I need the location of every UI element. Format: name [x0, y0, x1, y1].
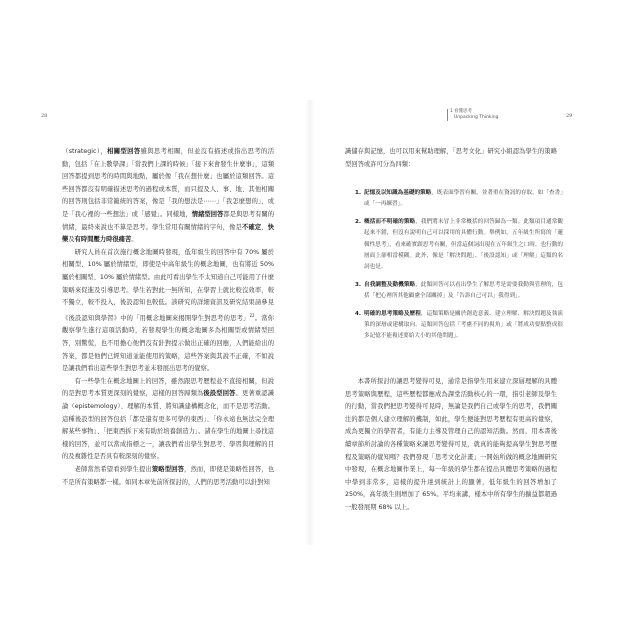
- list-item-text: ，這類策略是關於創造意義、建立理解、解決問題及執演策的深層或建構取向。這類回答包括「考慮不同的視角」或「將成功要點整成很多記憶不能複述要給大小的其他問題」。: [364, 310, 563, 340]
- list-item-body: [364, 309, 563, 343]
- text-run: 、: [261, 223, 268, 231]
- right-page-number: 29: [566, 113, 573, 119]
- bold-term: 後設型回答: [203, 390, 236, 398]
- list-item-heading: 概括而不明確的策略: [364, 218, 416, 225]
- list-item-number: 4.: [355, 310, 362, 317]
- list-item-number: 3.: [355, 281, 362, 288]
- list-item-number: 1.: [355, 190, 362, 196]
- list-item-body: [364, 188, 563, 211]
- list-item: [355, 280, 563, 303]
- running-head-rule: [447, 109, 448, 121]
- left-page-number: 28: [41, 113, 48, 119]
- list-item-number: 2.: [355, 218, 362, 225]
- text-run: 雖與思考相關，但並沒有描述或指出思考的活動，包括「在上數學課」「當我們上課的時候」「接下來會發生什麼事」，這類回答都提到思考的時間與地點，屬於像「我在想什麼」也屬於這類回答。這些回答都沒有明確描述思考的過程或本質，而只提及人、事、地、其他相關的回答則包括非常籠統的答案，像是「我的想法是⋯⋯」「我怎麼想的」，或是「我心裡的一些想法」或「感覺」。同樣地，: [62, 148, 275, 218]
- list-item: [355, 188, 563, 211]
- list-item-body: [364, 280, 563, 303]
- bold-term: 相關型回答: [107, 148, 141, 155]
- list-item: [355, 217, 563, 274]
- text-run: 研究人員在首次施行概念地圖時發現，低年級生的回答中有 70% 屬於相關型、10% 屬於情緒型，即使是中高年級生的概念地圖，也有將近 50% 屬於相關型、10% 屬於情緒型。由此可看出學生不太知道自己可能用了什麼策略來促進及引導思考。學生若對此一無所知，在學習上就比較沒效率，較不獨立，較不投入，後設認知也較低。該研究的詳細資訊及研究結果請參見《後設認知與學習》中的「用概念地圖來揭開學生對思考的思考」: [62, 248, 274, 322]
- body-paragraph: [62, 464, 274, 489]
- bold-term: 有時間壓力時很痛苦: [74, 236, 132, 244]
- body-paragraph: [62, 247, 274, 376]
- right-intro-paragraph: 識儲存與記憶，也可以用來幫助理解，「思考文化」研究小組認為學生的策略型回答或許可分為四類：: [345, 148, 557, 168]
- right-intro-text: [345, 146, 557, 171]
- running-head-subtitle: Unpacking Thinking: [454, 115, 499, 120]
- text-run: 。: [131, 236, 138, 244]
- running-head-title: 看懂思考: [454, 109, 472, 114]
- book-gutter: [305, 100, 315, 545]
- list-item-text: ，此類回答可以看出學生了解思考是需要我動與管理的，包括「把心裡所其他顧慮全部關掉」及「告訴自己可以」我得到」。: [364, 281, 563, 300]
- list-item: [355, 309, 563, 343]
- left-body-text: [62, 146, 274, 489]
- text-run: ，然而，即使是策略性回答，也不是所有策略都一樣。如同本章先前所探討的，人們的思考活動可以針對知: [62, 465, 275, 486]
- right-body-paragraph: 本書所探討的讓思考變得可見，通常是指學生用來建立深層理解的具體思考策略與歷程，這些歷程都應成為課堂活動核心的一環，指引老師及學生的行動，當我們把思考變得可見時，無論是我們自己或學生的思考，我們關注的都是個人建立理解的機制，如此，學生便能對思考歷程有更高的覺察，成為更獨立的學習者，有能力主導及管理自己的認知活動。然而，用本書後續章節所討論的各種策略來讓思考變得可見，就真的能夠提高學生對思考歷程及策略的覺知嗎？我們發現「思考文化計畫」一開始所做的概念地圖研究中發現，在概念地圖作業上，每一年級的學生都在提出具體思考策略的過程中學到非常多，這樣的提升達到統計上的顯著，低年級生的回答增加了 250%，高年級生則增加了 65%。平均來講，樣本中所有學生的擴益都超過一般發展期 68% 以上。: [345, 378, 557, 511]
- text-run: 都是與思考有關的情緒，最終來說也不算是思考。學生常用有關情緒的字句，像是: [62, 210, 275, 231]
- text-run: 。當你觀察學生進行這項活動時，若發現學生的概念地圖多為相關型或情緒型回答，別驚慌，也不用擔心他們沒有針對提示做出正確的回應，人們能給出的答案，都是他們已經知道並能使用的策略，這些答案與其說不正確，不如說是讓我們看出這些學生對思考並未發展出思考的覺察。: [62, 314, 275, 373]
- list-item-text: ，我們將未冒上非常概括的回答歸為一類。此類項目通常觀起來不錯，但沒有說明自己可以採用的具體行動。舉例如，五年級生所寫的「邏輯性思考」，看來確實跟思考有關，但當這個詞出現在五年級生之口時，也行動的層面上卻相當模糊。此外，像是「解決問題」、「後設認知」或「理解」這類的名詞也是。: [364, 218, 563, 271]
- list-item-heading: 明確的思考策略及歷程: [364, 310, 421, 317]
- text-run: 及: [68, 236, 75, 244]
- text-run: （strategic），: [62, 148, 108, 155]
- text-run: 老師當然希望看到學生提出: [74, 465, 152, 473]
- list-item-heading: 自我調整及動機策略: [364, 281, 416, 288]
- bold-term: 快樂: [62, 223, 275, 244]
- footnote-marker: 22: [249, 312, 255, 318]
- bold-term: 情緒型回答: [191, 210, 224, 218]
- text-run: 有一些學生在概念地圖上的回答，雖然跟思考歷程並不直接相關，但說的是對思考本質更深刻的覺察，這樣的回答歸類為: [62, 377, 274, 398]
- running-head-mark: 1: [450, 109, 453, 114]
- list-item-heading: 記憶及以知識為基礎的策略: [364, 190, 432, 196]
- body-paragraph: [62, 146, 274, 247]
- list-item-text: ，既表面學習有關，並著重在資訊的存取，如「查書」或「一再練習」。: [364, 190, 563, 208]
- bold-term: 策略型回答: [151, 465, 185, 473]
- list-item-body: [364, 217, 563, 274]
- strategy-list: [355, 188, 563, 349]
- bold-term: 不確定: [242, 223, 262, 231]
- body-paragraph: [62, 376, 274, 464]
- text-run: 。更著重認識論（epistemology）、理解的本質、將知識建構概念化，而不是思考活動。這種後設型的回答包括「都是還有更多可學的東西」、「你永遠也無法完全理解某些事物」、「把東西拆下來有助於培養創造力」。諸在學生的地圖上尋找這樣的回答，並可以當成指標之一，讓我們看出學生對思考、學習與理解的目的及複雜性是否具有較深刻的覺察。: [62, 390, 275, 461]
- running-head: [450, 109, 499, 121]
- right-body-text: [345, 376, 557, 515]
